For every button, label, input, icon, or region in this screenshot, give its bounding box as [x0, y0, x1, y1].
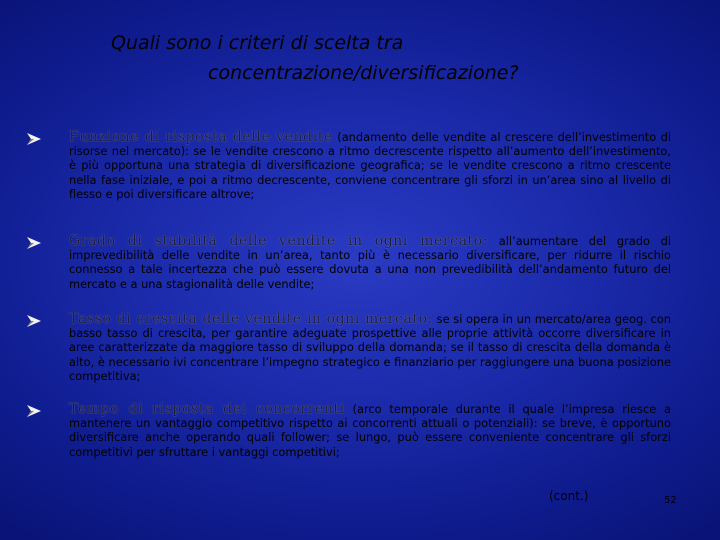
bullet-lead: Tempo di risposta dei concorrenti [69, 401, 345, 417]
bullet-body: all’aumentare del grado di imprevedibilità delle vendite in un’area, tanto più è necessario diversificare, per ridurre il rischio connesso a tale incertezza che può essere dovuta a una non prevedibilità dell’andamento futuro del mercato e a una stagionalità delle vendite; [69, 234, 671, 291]
bullet-text [69, 402, 671, 459]
bullet-body: (arco temporale durante il quale l’impresa riesce a mantenere un vantaggio competitivo rispetto ai concorrenti attuali o potenziali): se breve, è opportuno diversificare anche operando quali follower; se lungo, può essere conveniente concentrare gli sforzi competitivi per sfruttare i vantaggi competitivi; [69, 402, 672, 459]
bullet-lead: Grado di stabilità delle vendite in ogni mercato: [69, 233, 489, 249]
arrow-bullet-icon [26, 132, 42, 146]
bullet-text [69, 130, 671, 201]
bullet-body: se si opera in un mercato/area geog. con basso tasso di crescita, per garantire adeguate prospettive alle proprie attività occorre diversificare in aree caratterizzate da maggiore tasso di sviluppo della domanda; se il tasso di crescita della domanda è alto, è necessario ivi concentrare l’impegno strategico e finanziario per raggiungere una buona posizione competitiva; [69, 312, 671, 383]
bullet-lead: Funzione di risposta delle vendite [69, 129, 333, 145]
bullet-text [69, 234, 671, 291]
arrow-bullet-icon [26, 314, 42, 328]
continued-label: (cont.) [549, 489, 589, 503]
arrow-bullet-icon [26, 404, 42, 418]
arrow-bullet-icon [26, 236, 42, 250]
title-line-1: Quali sono i criteri di scelta tra [111, 32, 404, 54]
bullet-text [69, 312, 671, 383]
page-number: 52 [664, 495, 677, 506]
bullet-body: (andamento delle vendite al crescere dell’investimento di risorse nel mercato): se le vendite crescono a ritmo decrescente rispetto all’aumento dell’investimento, è più opportuna una strategia di diversificazione geografica; se le vendite crescono a ritmo crescente nella fase iniziale, e poi a ritmo decrescente, conviene concentrare gli sforzi in un’area sino al livello di flesso e poi diversificare altrove; [69, 130, 671, 201]
title-line-2: concentrazione/diversificazione? [208, 62, 519, 84]
bullet-lead: Tasso di crescita delle vendite in ogni mercato: [69, 311, 433, 327]
